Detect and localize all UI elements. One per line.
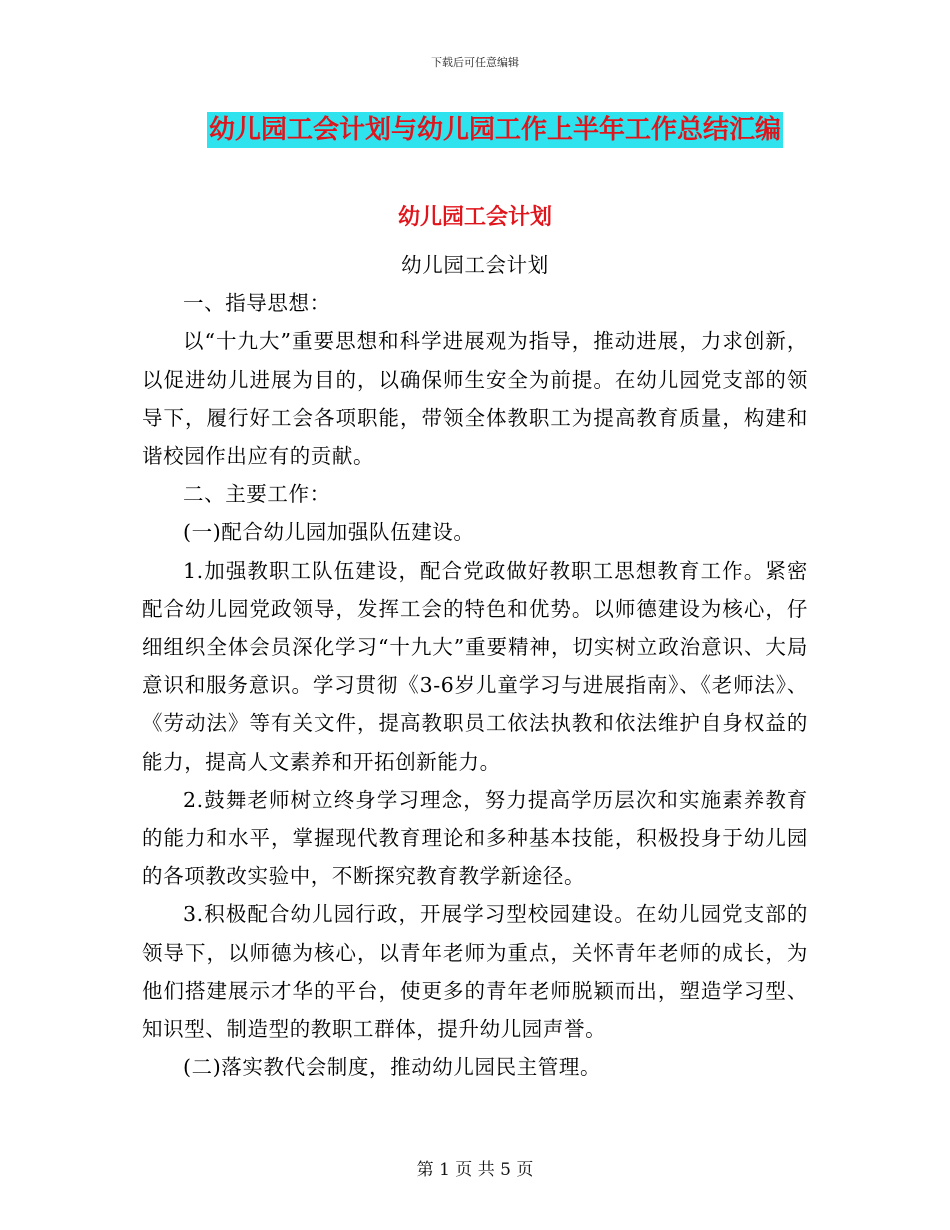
document-title: 幼儿园工会计划与幼儿园工作上半年工作总结汇编	[207, 112, 783, 148]
page-number: 第 1 页 共 5 页	[416, 1160, 534, 1180]
paragraph: 3.积极配合幼儿园行政，开展学习型校园建设。在幼儿园党支部的领导下，以师德为核心，以青年老师为重点，关怀青年老师的成长，为他们搭建展示才华的平台，使更多的青年老师脱颖而出，塑造学习型、知识型、制造型的教职工群体，提升幼儿园声誉。	[142, 902, 808, 1042]
paragraph: 以“十九大”重要思想和科学进展观为指导，推动进展，力求创新，以促进幼儿进展为目的，以确保师生安全为前提。在幼儿园党支部的领导下，履行好工会各项职能，带领全体教职工为提高教育质量，构建和谐校园作出应有的贡献。	[142, 329, 808, 469]
header-note: 下载后可任意编辑	[431, 56, 519, 69]
heading-main-work: 二、主要工作：	[183, 482, 331, 507]
subheading-team-building: (一)配合幼儿园加强队伍建设。	[183, 520, 475, 545]
heading-guiding-thought: 一、指导思想：	[183, 291, 331, 316]
section-title: 幼儿园工会计划	[397, 205, 552, 230]
paragraph: 2.鼓舞老师树立终身学习理念，努力提高学历层次和实施素养教育的能力和水平，掌握现代教育理论和多种基本技能，积极投身于幼儿园的各项教改实验中，不断探究教育教学新途径。	[142, 787, 808, 889]
document-body	[142, 246, 808, 1086]
subheading: 幼儿园工会计划	[401, 253, 549, 277]
subheading-democratic-management: (二)落实教代会制度，推动幼儿园民主管理。	[183, 1055, 602, 1080]
paragraph: 1.加强教职工队伍建设，配合党政做好教职工思想教育工作。紧密配合幼儿园党政领导，发挥工会的特色和优势。以师德建设为核心，仔细组织全体会员深化学习“十九大”重要精神，切实树立政治意识、大局意识和服务意识。学习贯彻《3-6岁儿童学习与进展指南》、《老师法》、《劳动法》等有关文件，提高教职员工依法执教和依法维护自身权益的能力，提高人文素养和开拓创新能力。	[142, 558, 808, 774]
